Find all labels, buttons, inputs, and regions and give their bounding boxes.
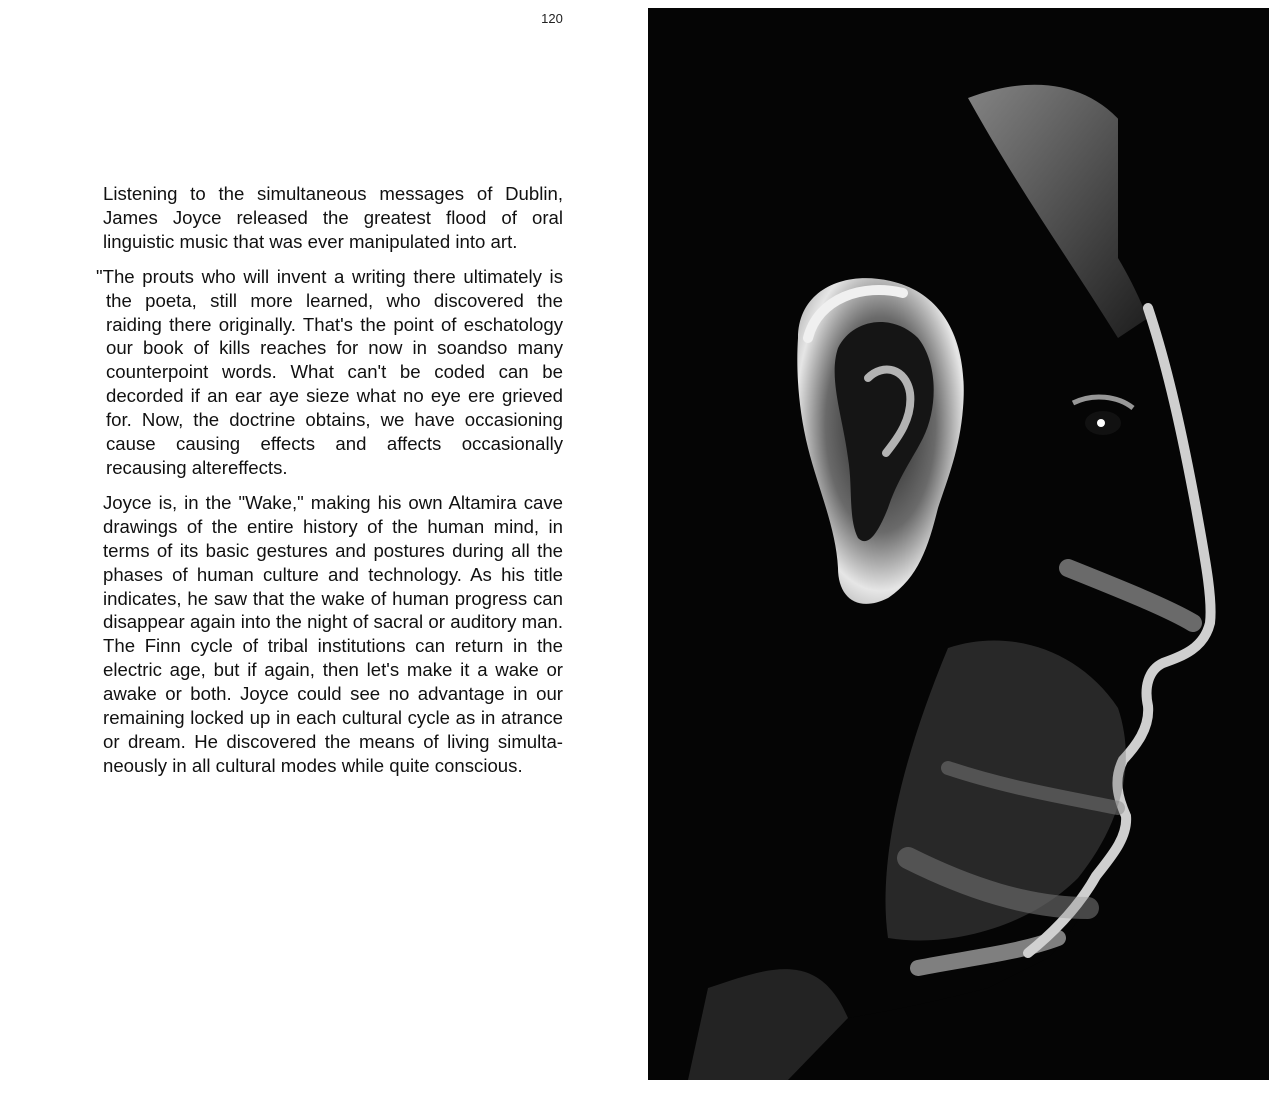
page-number: 120 <box>541 11 563 26</box>
paragraph-intro: Listening to the simultaneous messages of Dublin, James Joyce released the greatest flood of oral linguistic music that was ever manipulated into art. <box>103 183 563 252</box>
profile-portrait-photo <box>648 8 1269 1080</box>
paragraph-wake: Joyce is, in the "Wake," making his own Altamira cave drawings of the entire history of the human mind, in terms of its basic gestures and postures during all the phases of human culture and technology. As his title indicates, he saw that the wake of human progress can disappear again into the night of sacral or auditory man. The Finn cycle of tribal institutions can return in the electric age, but if again, then let's make it a wake or awake or both. Joyce could see no advantage in our remaining locked up in each cultural cycle as in atrance or dream. He discovered the means of living simultaneously in all cultural modes while quite conscious. <box>103 491 563 776</box>
text-column <box>96 182 563 789</box>
paragraph-quote: "The prouts who will invent a writing there ultimately is the poeta, still more learned, who discovered the raiding there originally. That's the point of eschatology our book of kills reaches for now in soandso many counterpoint words. What can't be coded can be decorded if an ear aye sieze what no eye ere grieved for. Now, the doctrine obtains, we have occasioning cause causing effects and affects occasionally recausing altereffects. <box>96 265 563 478</box>
portrait-illustration <box>648 8 1269 1080</box>
